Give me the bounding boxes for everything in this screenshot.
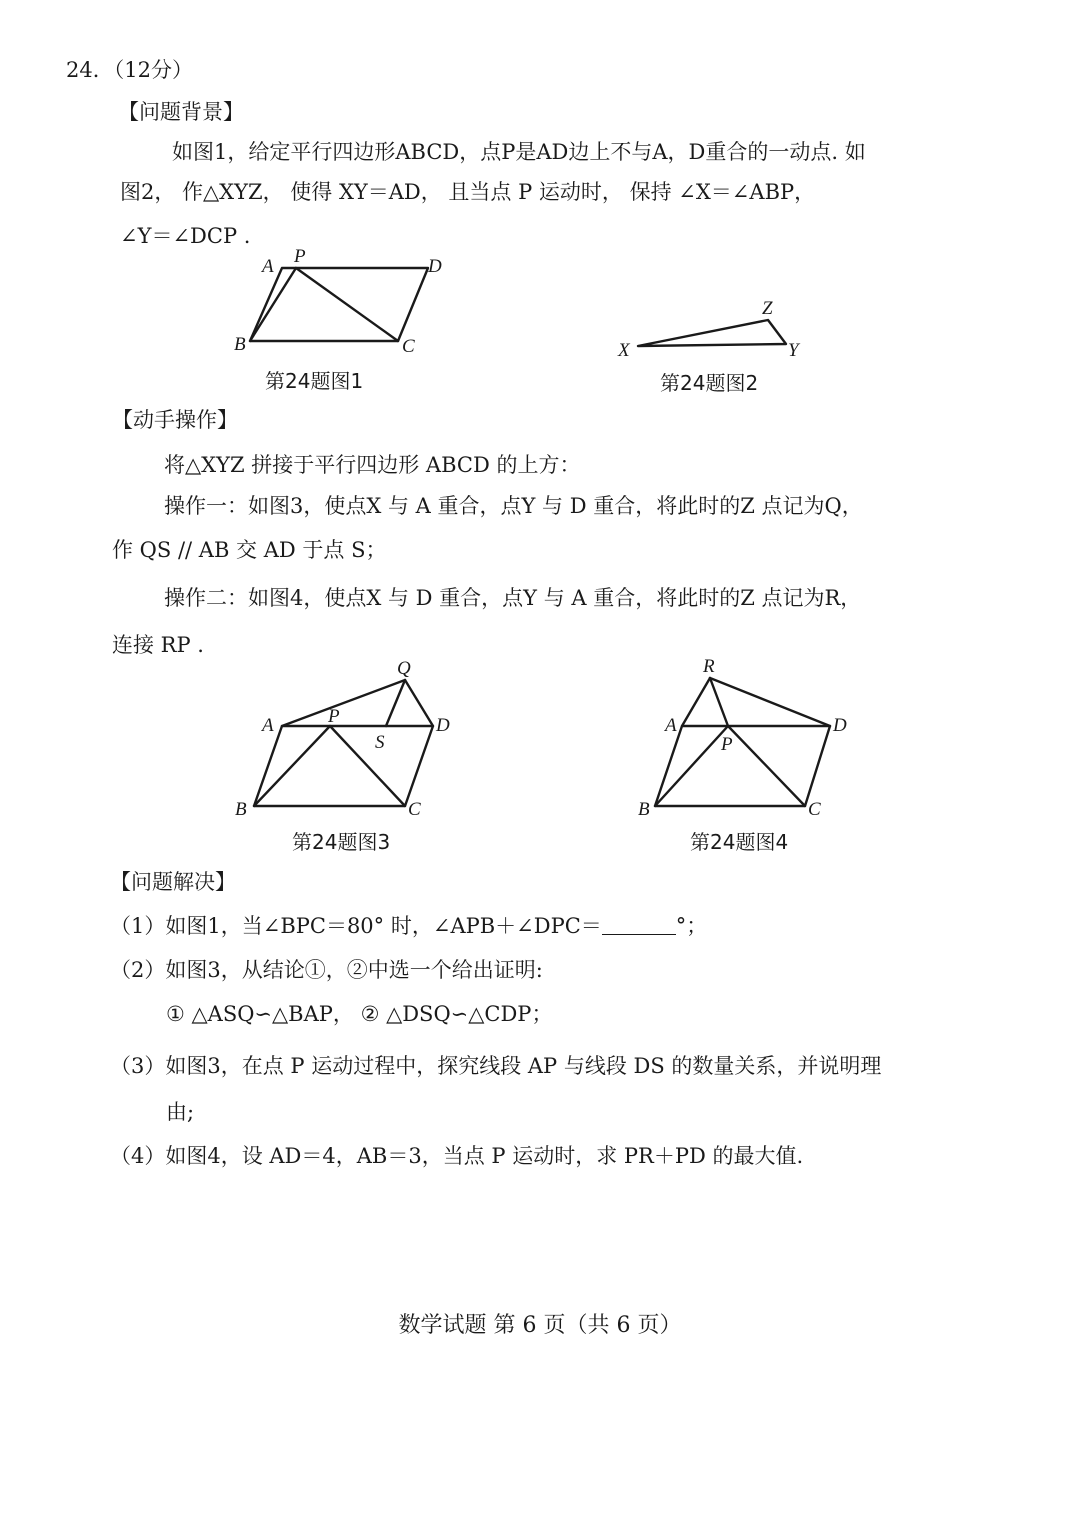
fig2-triangle-xyz (638, 320, 786, 346)
question-4: （4）如图4，设 AD＝4，AB＝3，当点 P 运动时，求 PR＋PD 的最大值. (110, 1144, 804, 1168)
operation-line-4: 操作二：如图4，使点X 与 D 重合，点Y 与 A 重合，将此时的Z 点记为R， (164, 586, 862, 610)
fig4-segment-pc (728, 726, 805, 806)
fig2-label-z: Z (762, 298, 773, 319)
figure-3-caption: 第24题图3 (292, 830, 391, 854)
fig1-segment-pb (250, 268, 296, 341)
question-3-line-1: （3）如图3，在点 P 运动过程中，探究线段 AP 与线段 DS 的数量关系，并说明理 (110, 1054, 882, 1078)
answer-blank[interactable] (602, 916, 676, 935)
question-1-unit: °； (675, 914, 708, 938)
fig3-label-d: D (436, 715, 450, 736)
fig3-segment-pb (254, 726, 330, 806)
fig4-label-p: P (721, 734, 733, 755)
operation-line-2: 操作一：如图3，使点X 与 A 重合，点Y 与 D 重合，将此时的Z 点记为Q， (164, 494, 863, 518)
operation-line-5: 连接 RP . (112, 633, 204, 657)
section-heading-solve: 【问题解决】 (110, 870, 236, 894)
fig3-label-a: A (262, 715, 274, 736)
fig4-label-d: D (833, 715, 847, 736)
fig1-label-a: A (262, 256, 274, 277)
fig4-label-a: A (665, 715, 677, 736)
background-line-2: 图2， 作△XYZ， 使得 XY＝AD， 且当点 P 运动时， 保持 ∠X＝∠ABP， (120, 180, 816, 204)
fig2-label-x: X (618, 340, 630, 361)
fig4-label-c: C (808, 799, 821, 820)
fig4-label-b: B (638, 799, 650, 820)
operation-line-1: 将△XYZ 拼接于平行四边形 ABCD 的上方： (164, 453, 581, 477)
fig3-segment-qd (405, 680, 433, 726)
fig3-label-c: C (408, 799, 421, 820)
fig3-segment-pc (330, 726, 405, 806)
background-line-1: 如图1，给定平行四边形ABCD，点P是AD边上不与A，D重合的一动点. 如 (172, 140, 866, 164)
fig3-segment-aq (282, 680, 405, 726)
fig2-label-y: Y (788, 340, 799, 361)
fig4-segment-ra (682, 678, 710, 726)
fig1-parallelogram (250, 268, 428, 341)
fig3-label-p: P (328, 706, 340, 727)
fig4-parallelogram (655, 726, 830, 806)
figure-4-caption: 第24题图4 (690, 830, 789, 854)
page-footer: 数学试题 第 6 页（共 6 页） (398, 1313, 682, 1338)
section-heading-operation: 【动手操作】 (112, 408, 238, 432)
question-2-options: ① △ASQ∽△BAP， ② △DSQ∽△CDP； (166, 1002, 553, 1026)
question-2: （2）如图3，从结论①，②中选一个给出证明: (110, 958, 543, 982)
fig4-label-r: R (703, 656, 715, 677)
figure-1-caption: 第24题图1 (265, 369, 364, 393)
question-1-text: （1）如图1，当∠BPC＝80° 时，∠APB＋∠DPC＝ (110, 914, 602, 938)
background-line-3: ∠Y＝∠DCP . (120, 224, 251, 248)
fig4-segment-rd (710, 678, 830, 726)
figure-2-caption: 第24题图2 (660, 371, 759, 395)
fig1-segment-pc (296, 268, 398, 341)
question-3-line-2: 由; (166, 1100, 195, 1124)
fig3-label-b: B (235, 799, 247, 820)
fig1-label-p: P (294, 246, 306, 267)
fig1-label-d: D (428, 256, 442, 277)
operation-line-3: 作 QS // AB 交 AD 于点 S； (112, 538, 387, 562)
question-number: 24．（12分） (66, 58, 193, 82)
section-heading-background: 【问题背景】 (118, 100, 244, 124)
fig3-label-q: Q (397, 658, 411, 679)
fig1-label-c: C (402, 336, 415, 357)
question-1 (110, 914, 707, 939)
fig4-segment-pb (655, 726, 728, 806)
fig3-label-s: S (375, 732, 385, 753)
fig3-parallelogram (254, 726, 433, 806)
fig1-label-b: B (234, 334, 246, 355)
